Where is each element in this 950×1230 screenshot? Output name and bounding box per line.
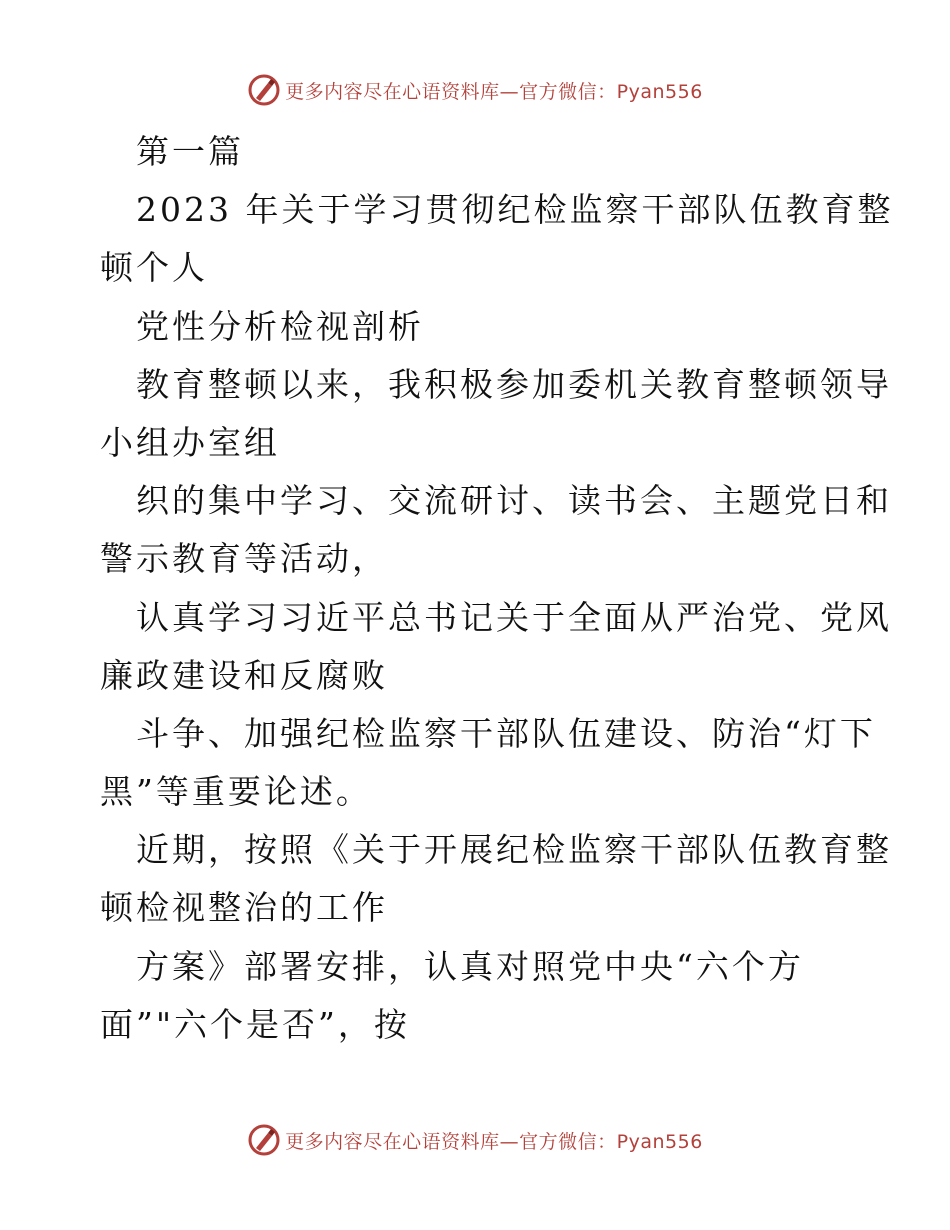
doc-line: 警示教育等活动， (100, 539, 388, 579)
pen-logo-icon (247, 73, 281, 107)
document-body (100, 123, 894, 1054)
doc-line: 教育整顿以来，我积极参加委机关教育整顿领导 (136, 364, 892, 404)
doc-line: 黑”等重要论述。 (100, 772, 372, 812)
doc-line: 顿个人 (100, 248, 208, 288)
doc-line: 党性分析检视剖析 (136, 306, 424, 346)
doc-line: 第一篇 (136, 132, 244, 171)
header-banner (0, 70, 950, 110)
doc-line: 斗争、加强纪检监察干部队伍建设、防治“灯下 (136, 713, 876, 753)
pen-logo-icon (247, 1123, 281, 1157)
doc-line: 小组办室组 (100, 422, 280, 462)
doc-line: 廉政建设和反腐败 (100, 655, 388, 695)
footer-banner-text: 更多内容尽在心语资料库—官方微信：Pyan556 (285, 1130, 703, 1153)
doc-line: 织的集中学习、交流研讨、读书会、主题党日和 (136, 481, 892, 521)
doc-line: 顿检视整治的工作 (100, 888, 388, 928)
doc-line: 面”"六个是否”，按 (100, 1004, 410, 1044)
footer-banner (0, 1120, 950, 1160)
doc-line: 认真学习习近平总书记关于全面从严治党、党风 (136, 597, 892, 637)
doc-line: 近期，按照《关于开展纪检监察干部队伍教育整 (136, 830, 892, 870)
doc-line: 2023 年关于学习贯彻纪检监察干部队伍教育整 (136, 190, 894, 230)
header-banner-text: 更多内容尽在心语资料库—官方微信：Pyan556 (285, 80, 703, 103)
doc-line: 方案》部署安排，认真对照党中央“六个方 (136, 946, 804, 986)
